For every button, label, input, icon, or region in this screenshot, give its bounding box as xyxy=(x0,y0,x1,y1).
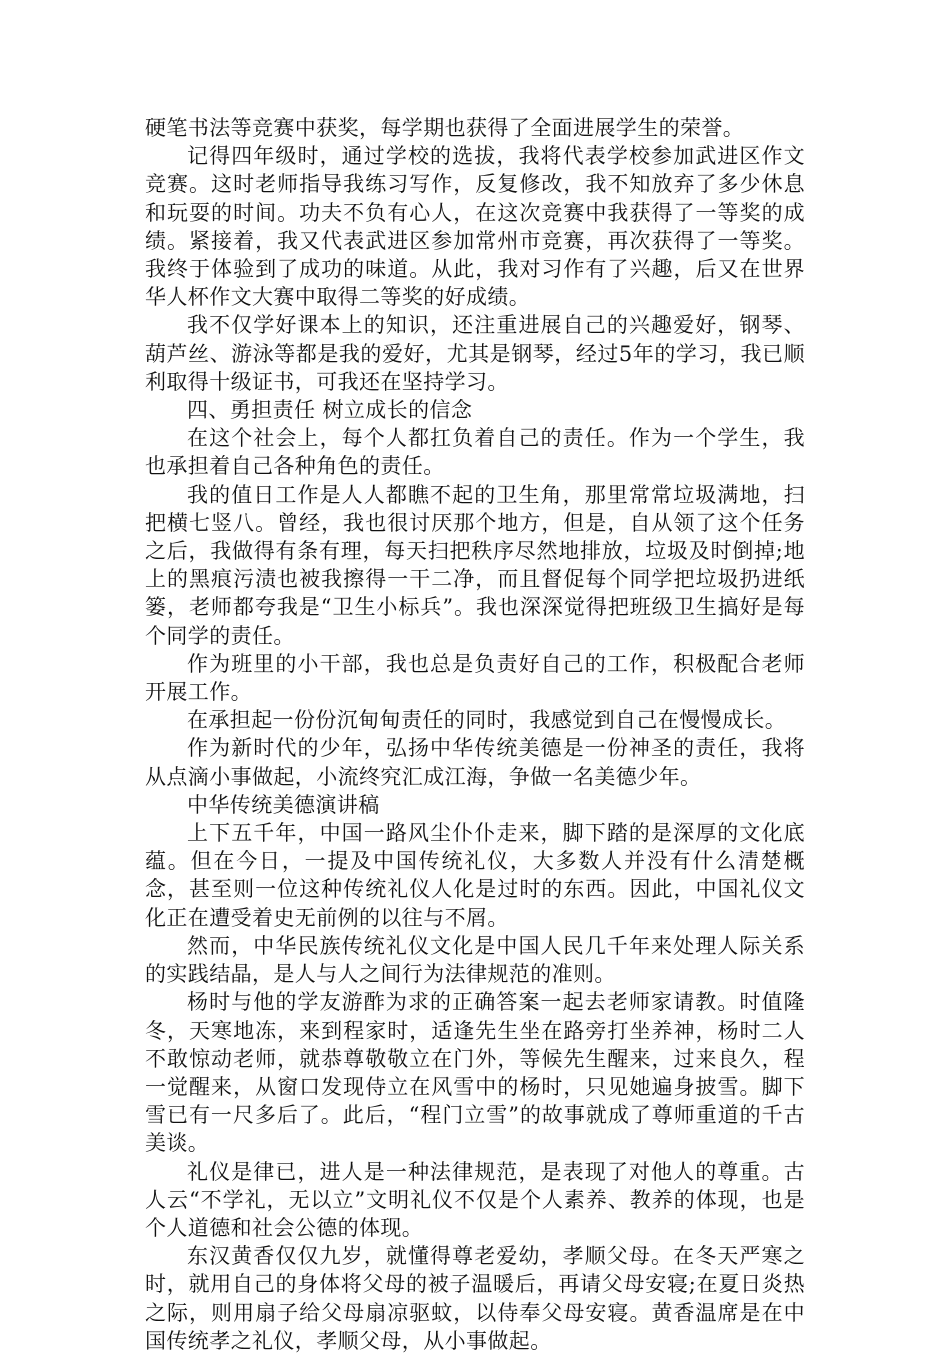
paragraph-new-era-youth: 作为新时代的少年，弘扬中华传统美德是一份神圣的责任，我将从点滴小事做起，小流终究汇成江海，争做一名美德少年。 xyxy=(145,736,805,789)
paragraph-cheng-men-li-xue: 杨时与他的学友游酢为求的正确答案一起去老师家请教。时值隆冬，天寒地冻，来到程家时，适逢先生坐在路旁打坐养神，杨时二人不敢惊动老师，就恭尊敬敬立在门外，等候先生醒来，过来良久，程一觉醒来，从窗口发现侍立在风雪中的杨时，只见她遍身披雪。脚下雪已有一尺多后了。此后，“程门立雪”的故事就成了尊师重道的千古美谈。 xyxy=(145,990,805,1156)
paragraph-etiquette-culture: 然而，中华民族传统礼仪文化是中国人民几千年来处理人际关系的实践结晶，是人与人之间行为法律规范的准则。 xyxy=(145,933,805,987)
paragraph-duty-work: 我的值日工作是人人都瞧不起的卫生角，那里常常垃圾满地，扫把横七竖八。曾经，我也很讨厌那个地方，但是，自从领了这个任务之后，我做得有条有理，每天扫把秩序尽然地排放，垃圾及时倒掉;地上的黑痕污渍也被我擦得一干二净，而且督促每个同学把垃圾扔进纸篓，老师都夸我是“卫生小标兵”。我也深深觉得把班级卫生搞好是每个同学的责任。 xyxy=(145,482,805,648)
section-heading-responsibility: 四、勇担责任 树立成长的信念 xyxy=(187,398,473,423)
paragraph-class-cadre: 作为班里的小干部，我也总是负责好自己的工作，积极配合老师开展工作。 xyxy=(145,651,805,705)
section-heading-speech: 中华传统美德演讲稿 xyxy=(187,792,380,817)
document-body xyxy=(145,114,805,1355)
paragraph-growing: 在承担起一份份沉甸甸责任的同时，我感觉到自己在慢慢成长。 xyxy=(187,708,787,733)
paragraph-five-thousand-years: 上下五千年，中国一路风尘仆仆走来，脚下踏的是深厚的文化底蕴。但在今日，一提及中国传统礼仪，大多数人并没有什么清楚概念，甚至则一位这种传统礼仪人化是过时的东西。因此，中国礼仪文化正在遭受着史无前例的以往与不屑。 xyxy=(145,821,805,930)
paragraph-hobbies: 我不仅学好课本上的知识，还注重进展自己的兴趣爱好，钢琴、葫芦丝、游泳等都是我的爱好，尤其是钢琴，经过5年的学习，我已顺利取得十级证书，可我还在坚持学习。 xyxy=(145,313,805,394)
paragraph-huang-xiang: 东汉黄香仅仅九岁，就懂得尊老爱幼，孝顺父母。在冬天严寒之时，就用自己的身体将父母的被子温暖后，再请父母安寝;在夏日炎热之际，则用扇子给父母扇凉驱蚊，以侍奉父母安寝。黄香温席是在中国传统孝之礼仪，孝顺父母，从小事做起。 xyxy=(145,1244,805,1353)
paragraph-society-responsibility: 在这个社会上，每个人都扛负着自己的责任。作为一个学生，我也承担着自己各种角色的责任。 xyxy=(145,426,805,479)
paragraph-essay-contest: 记得四年级时，通过学校的选拔，我将代表学校参加武进区作文竞赛。这时老师指导我练习写作，反复修改，我不知放弃了多少休息和玩耍的时间。功夫不负有心人，在这次竞赛中我获得了一等奖的成绩。紧接着，我又代表武进区参加常州市竞赛，再次获得了一等奖。我终于体验到了成功的味道。从此，我对习作有了兴趣，后又在世界华人杯作文大赛中取得二等奖的好成绩。 xyxy=(145,144,805,310)
paragraph-etiquette-respect: 礼仪是律已，进人是一种法律规范，是表现了对他人的尊重。古人云“不学礼，无以立”文明礼仪不仅是个人素养、教养的体现，也是个人道德和社会公德的体现。 xyxy=(145,1159,805,1240)
paragraph-continued: 硬笔书法等竞赛中获奖，每学期也获得了全面进展学生的荣誉。 xyxy=(145,116,745,140)
